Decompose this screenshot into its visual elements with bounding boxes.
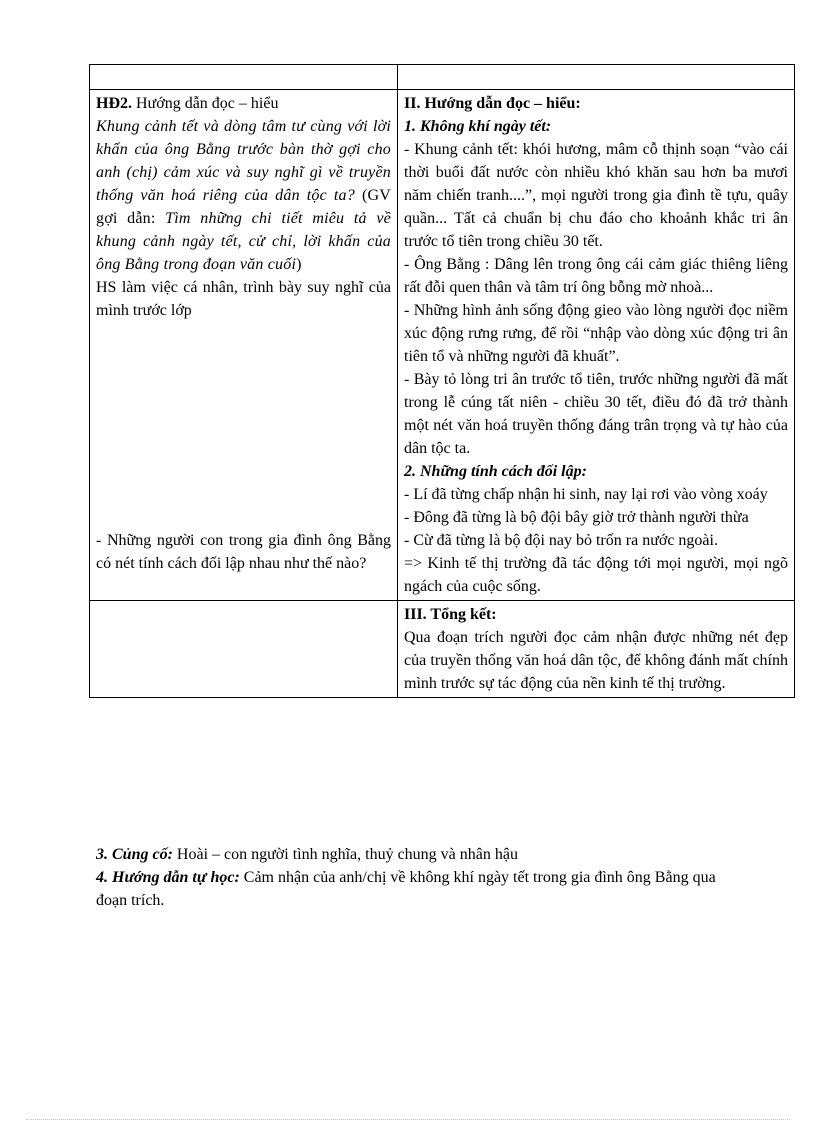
summary-cell xyxy=(398,601,795,698)
consolidate-text: Hoài – con người tình nghĩa, thuỷ chung và nhân hậu xyxy=(172,846,518,863)
subsection1-heading: 1. Không khí ngày tết: xyxy=(404,118,552,135)
cell-spacer xyxy=(96,322,391,529)
table-row-reading xyxy=(90,90,795,601)
paragraph-dong: - Đông đã từng là bộ đội bây giờ trở thành người thừa xyxy=(404,509,749,526)
hd2-title-text: Hướng dẫn đọc – hiểu xyxy=(132,95,279,112)
subsection2-heading: 2. Những tính cách đối lập: xyxy=(404,463,587,480)
hd2-title xyxy=(96,92,391,115)
activity-cell xyxy=(90,90,398,601)
lesson-footer xyxy=(96,843,736,912)
hd2-label: HĐ2. xyxy=(96,95,132,112)
guide-question-text: Khung cảnh tết và dòng tâm tư cùng với lời khấn của ông Bằng trước bàn thờ gợi cho anh (chị) cảm xúc và suy nghĩ gì về truyền thống văn hoá riêng của dân tộc ta? xyxy=(96,118,391,204)
section2-heading: II. Hướng dẫn đọc – hiểu: xyxy=(404,95,581,112)
gv-open: (GV gợi dẫn: xyxy=(96,187,391,227)
paragraph-gratitude: - Bày tỏ lòng tri ân trước tổ tiên, trước những người đã mất trong lễ cúng tất niên - chiều 30 tết, điều đó đã trở thành một nét văn hoá truyền thống đáng trân trọng và tự hào của dân tộc ta. xyxy=(404,371,788,457)
consolidate-label: 3. Củng cố: xyxy=(96,846,173,863)
table-row-summary xyxy=(90,601,795,698)
guide-question xyxy=(96,115,391,276)
empty-cell-left xyxy=(90,65,398,90)
selfstudy-line xyxy=(96,866,736,912)
selfstudy-label: 4. Hướng dẫn tự học: xyxy=(96,869,240,886)
page-bottom-divider xyxy=(26,1119,790,1120)
question-contrast: - Những người con trong gia đình ông Bằng có nét tính cách đối lập nhau như thế nào? xyxy=(96,532,391,572)
empty-cell-right xyxy=(398,65,795,90)
paragraph-images: - Những hình ảnh sống động gieo vào lòng người đọc niềm xúc động rưng rưng, để rồi “nhập vào dòng xúc động tri ân tiên tổ và những người đã khuất”. xyxy=(404,302,788,365)
paragraph-cu: - Cừ đã từng là bộ đội nay bỏ trốn ra nước ngoài. xyxy=(404,532,718,549)
summary-cell-left xyxy=(90,601,398,698)
paragraph-conclusion: => Kinh tế thị trường đã tác động tới mọi người, mọi ngõ ngách của cuộc sống. xyxy=(404,555,788,595)
gv-hint: Tìm những chi tiết miêu tả về khung cảnh ngày tết, cử chỉ, lời khấn của ông Bằng trong đoạn văn cuối xyxy=(96,210,391,273)
paragraph-li: - Lí đã từng chấp nhận hi sinh, nay lại rơi vào vòng xoáy xyxy=(404,486,768,503)
gv-close: ) xyxy=(296,256,302,273)
summary-text: Qua đoạn trích người đọc cảm nhận được những nét đẹp của truyền thống văn hoá dân tộc, để không đánh mất chính mình trước sự tác động của nền kinh tế thị trường. xyxy=(404,629,788,692)
hs-task: HS làm việc cá nhân, trình bày suy nghĩ của mình trước lớp xyxy=(96,279,391,319)
selfstudy-text: Cảm nhận của anh/chị về không khí ngày tết trong gia đình ông Bằng qua đoạn trích. xyxy=(96,869,716,909)
content-cell xyxy=(398,90,795,601)
consolidate-line xyxy=(96,843,736,866)
section3-heading: III. Tổng kết: xyxy=(404,606,497,623)
lesson-table xyxy=(89,64,795,698)
paragraph-scene: - Khung cảnh tết: khói hương, mâm cỗ thịnh soạn “vào cái thời buổi đất nước còn nhiều khó khăn sau hơn ba mươi năm chiến tranh....”, mọi người trong gia đình tề tựu, quây quần... Tất cả chuẩn bị chu đáo cho khoảnh khắc tri ân trước tổ tiên trong chiều 30 tết. xyxy=(404,141,788,250)
table-row-empty xyxy=(90,65,795,90)
paragraph-ong-bang: - Ông Bằng : Dâng lên trong ông cái cảm giác thiêng liêng rất đỗi quen thân và tâm trí ông bỗng mờ nhoà... xyxy=(404,256,788,296)
